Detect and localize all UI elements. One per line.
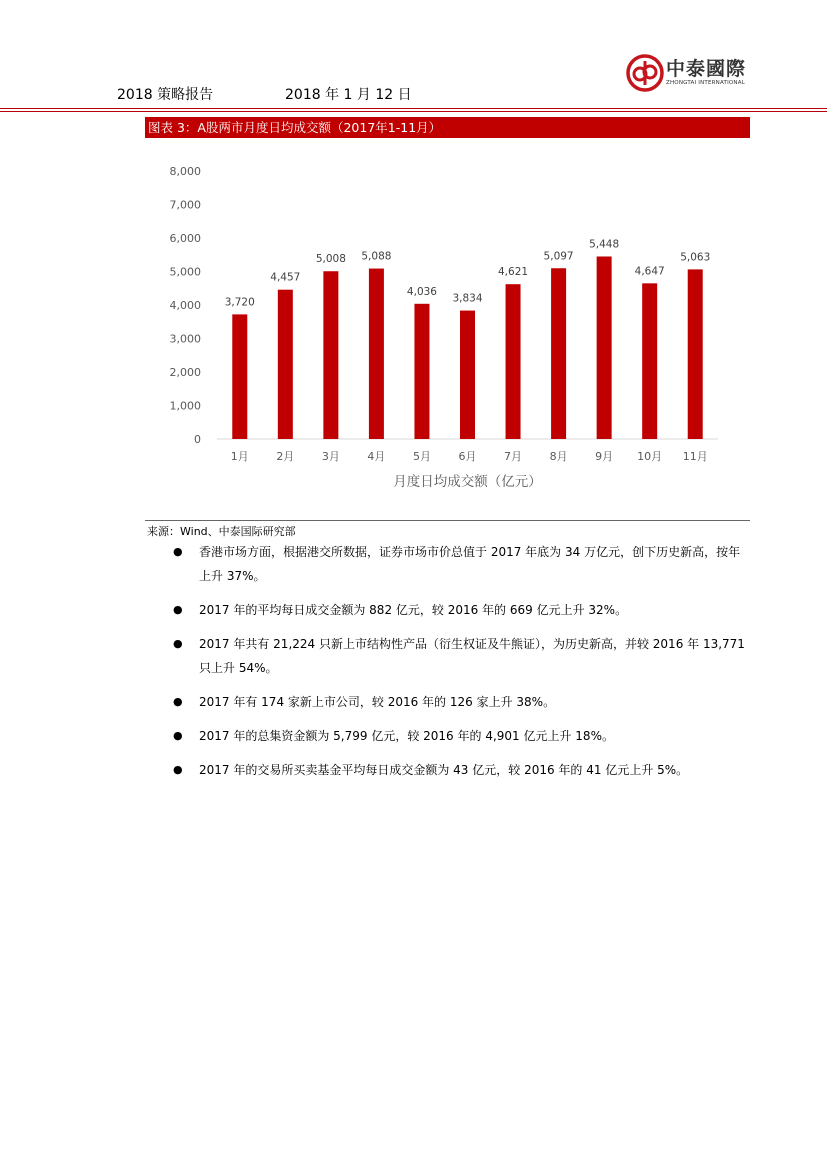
y-tick-label: 4,000 xyxy=(169,299,201,312)
y-tick-label: 0 xyxy=(194,433,201,446)
x-axis-title: 月度日均成交额（亿元） xyxy=(393,474,542,490)
data-label: 5,097 xyxy=(543,250,574,263)
bullet-text: 2017 年有 174 家新上市公司，较 2016 年的 126 家上升 38%。 xyxy=(199,695,556,709)
data-label: 4,647 xyxy=(634,265,665,278)
y-tick-label: 3,000 xyxy=(169,332,201,346)
bar xyxy=(551,268,566,439)
bar xyxy=(278,290,293,439)
data-label: 4,036 xyxy=(406,285,437,298)
figure-source: 来源：Wind、中泰国际研究部 xyxy=(147,525,296,538)
bullet-dot: ● xyxy=(173,695,183,708)
bar-chart xyxy=(145,155,750,500)
bar xyxy=(414,304,429,439)
header-rule-top xyxy=(0,108,827,109)
y-tick-label: 8,000 xyxy=(169,165,201,178)
bullet-dot: ● xyxy=(173,763,183,776)
x-tick-label: 10月 xyxy=(637,450,663,463)
report-title: 2018 策略报告 xyxy=(117,87,214,103)
data-label: 5,088 xyxy=(361,250,392,263)
bar xyxy=(506,284,521,439)
bar xyxy=(642,283,657,439)
bar xyxy=(369,269,384,439)
logo-text: 中泰國際 xyxy=(666,58,747,80)
figure-title: 图表 3：A股两市月度日均成交额（2017年1-11月） xyxy=(145,117,750,138)
data-label: 5,448 xyxy=(589,238,620,251)
bullet-text: 2017 年的交易所买卖基金平均每日成交金额为 43 亿元，较 2016 年的 41 亿元上升 5%。 xyxy=(199,763,689,777)
y-tick-label: 1,000 xyxy=(169,399,201,413)
bar xyxy=(232,314,247,439)
bullet-dot: ● xyxy=(173,637,183,650)
y-tick-label: 6,000 xyxy=(169,232,201,245)
company-logo-icon xyxy=(625,53,665,93)
x-tick-label: 2月 xyxy=(276,450,295,463)
y-tick-label: 5,000 xyxy=(169,265,201,279)
x-tick-label: 7月 xyxy=(504,450,523,463)
bullet-dot: ● xyxy=(173,603,183,616)
data-label: 3,720 xyxy=(224,296,255,309)
x-tick-label: 3月 xyxy=(321,450,340,463)
report-date: 2018 年 1 月 12 日 xyxy=(285,87,412,103)
x-tick-label: 11月 xyxy=(682,450,708,463)
bar xyxy=(460,311,475,439)
y-tick-label: 7,000 xyxy=(169,198,201,212)
source-divider xyxy=(145,520,750,521)
x-tick-label: 9月 xyxy=(595,450,614,463)
header-rule-bottom xyxy=(0,111,827,112)
data-label: 4,621 xyxy=(498,266,529,279)
bar xyxy=(688,269,703,439)
bullet-dot: ● xyxy=(173,545,183,558)
logo-subtext: ZHONGTAI INTERNATIONAL xyxy=(666,80,745,86)
x-tick-label: 1月 xyxy=(230,450,249,463)
x-tick-label: 5月 xyxy=(412,450,431,463)
bar xyxy=(323,271,338,439)
data-label: 4,457 xyxy=(270,271,301,284)
bullet-dot: ● xyxy=(173,729,183,742)
bullet-text: 香港市场方面，根据港交所数据，证券市场市价总值于 2017 年底为 34 万亿元，创下历史新高，按年上升 37%。 xyxy=(199,545,741,583)
y-tick-label: 2,000 xyxy=(169,366,201,379)
data-label: 5,008 xyxy=(315,253,346,266)
bullet-text: 2017 年的平均每日成交金额为 882 亿元，较 2016 年的 669 亿元上升 32%。 xyxy=(199,603,628,617)
x-tick-label: 6月 xyxy=(458,450,477,463)
bullet-text: 2017 年共有 21,224 只新上市结构性产品（衍生权证及牛熊证），为历史新高，并较 2016 年 13,771 只上升 54%。 xyxy=(199,637,745,675)
data-label: 5,063 xyxy=(680,251,711,264)
data-label: 3,834 xyxy=(452,292,483,305)
bar xyxy=(597,256,612,439)
x-tick-label: 4月 xyxy=(367,450,386,463)
bullet-text: 2017 年的总集资金额为 5,799 亿元，较 2016 年的 4,901 亿元上升 18%。 xyxy=(199,729,614,743)
x-tick-label: 8月 xyxy=(549,450,568,463)
